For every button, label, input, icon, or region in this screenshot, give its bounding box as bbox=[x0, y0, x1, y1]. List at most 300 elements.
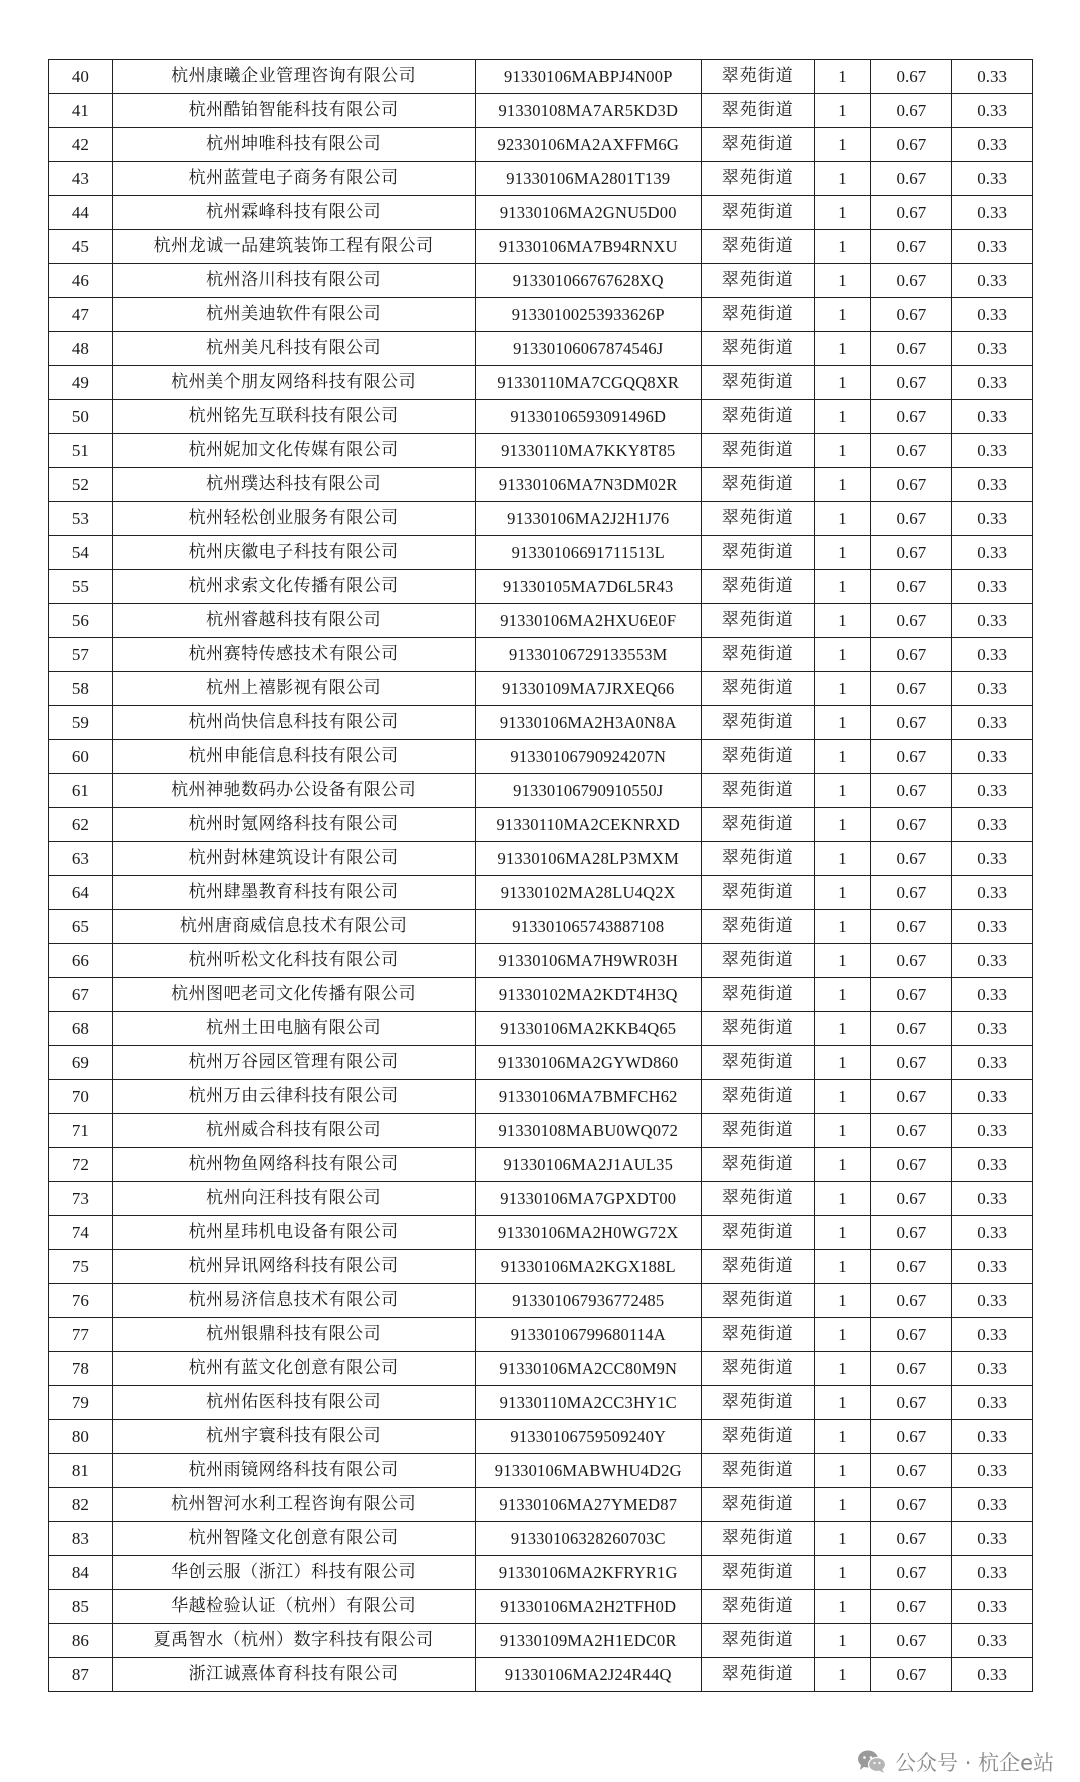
credit-code-cell: 91330110MA7KKY8T85 bbox=[475, 434, 701, 468]
count-cell: 1 bbox=[814, 1012, 871, 1046]
value-a-cell: 0.67 bbox=[871, 1216, 952, 1250]
company-name-cell: 杭州蓝萱电子商务有限公司 bbox=[112, 162, 475, 196]
row-index-cell: 45 bbox=[49, 230, 113, 264]
street-cell: 翠苑街道 bbox=[701, 1284, 814, 1318]
table-row bbox=[49, 196, 1033, 230]
company-table-container bbox=[48, 59, 1033, 1692]
table-row bbox=[49, 1522, 1033, 1556]
count-cell: 1 bbox=[814, 264, 871, 298]
credit-code-cell: 91330106729133553M bbox=[475, 638, 701, 672]
table-row bbox=[49, 944, 1033, 978]
credit-code-cell: 91330106790924207N bbox=[475, 740, 701, 774]
company-name-cell: 杭州时氪网络科技有限公司 bbox=[112, 808, 475, 842]
street-cell: 翠苑街道 bbox=[701, 400, 814, 434]
row-index-cell: 80 bbox=[49, 1420, 113, 1454]
credit-code-cell: 91330106328260703C bbox=[475, 1522, 701, 1556]
value-a-cell: 0.67 bbox=[871, 128, 952, 162]
table-row bbox=[49, 60, 1033, 94]
count-cell: 1 bbox=[814, 808, 871, 842]
row-index-cell: 52 bbox=[49, 468, 113, 502]
company-table bbox=[48, 59, 1033, 1692]
value-b-cell: 0.33 bbox=[952, 162, 1033, 196]
credit-code-cell: 91330106MA27YMED87 bbox=[475, 1488, 701, 1522]
count-cell: 1 bbox=[814, 468, 871, 502]
company-name-cell: 华创云服（浙江）科技有限公司 bbox=[112, 1556, 475, 1590]
table-row bbox=[49, 1386, 1033, 1420]
count-cell: 1 bbox=[814, 1420, 871, 1454]
company-name-cell: 杭州土田电脑有限公司 bbox=[112, 1012, 475, 1046]
row-index-cell: 40 bbox=[49, 60, 113, 94]
value-b-cell: 0.33 bbox=[952, 1012, 1033, 1046]
row-index-cell: 49 bbox=[49, 366, 113, 400]
value-b-cell: 0.33 bbox=[952, 196, 1033, 230]
company-name-cell: 杭州唐商威信息技术有限公司 bbox=[112, 910, 475, 944]
street-cell: 翠苑街道 bbox=[701, 1488, 814, 1522]
count-cell: 1 bbox=[814, 536, 871, 570]
company-name-cell: 杭州肆墨教育科技有限公司 bbox=[112, 876, 475, 910]
company-name-cell: 杭州智河水利工程咨询有限公司 bbox=[112, 1488, 475, 1522]
row-index-cell: 84 bbox=[49, 1556, 113, 1590]
credit-code-cell: 91330106MA2H2TFH0D bbox=[475, 1590, 701, 1624]
value-b-cell: 0.33 bbox=[952, 808, 1033, 842]
company-name-cell: 杭州有蓝文化创意有限公司 bbox=[112, 1352, 475, 1386]
company-name-cell: 杭州万由云律科技有限公司 bbox=[112, 1080, 475, 1114]
street-cell: 翠苑街道 bbox=[701, 944, 814, 978]
table-body bbox=[49, 60, 1033, 1692]
value-b-cell: 0.33 bbox=[952, 1624, 1033, 1658]
count-cell: 1 bbox=[814, 162, 871, 196]
value-a-cell: 0.67 bbox=[871, 1148, 952, 1182]
table-row bbox=[49, 1012, 1033, 1046]
credit-code-cell: 91330106MA2KGX188L bbox=[475, 1250, 701, 1284]
value-b-cell: 0.33 bbox=[952, 1454, 1033, 1488]
table-row bbox=[49, 774, 1033, 808]
value-b-cell: 0.33 bbox=[952, 604, 1033, 638]
value-b-cell: 0.33 bbox=[952, 230, 1033, 264]
credit-code-cell: 91330106MA2J2H1J76 bbox=[475, 502, 701, 536]
table-row bbox=[49, 230, 1033, 264]
row-index-cell: 78 bbox=[49, 1352, 113, 1386]
count-cell: 1 bbox=[814, 196, 871, 230]
company-name-cell: 杭州铭先互联科技有限公司 bbox=[112, 400, 475, 434]
value-a-cell: 0.67 bbox=[871, 94, 952, 128]
value-b-cell: 0.33 bbox=[952, 638, 1033, 672]
count-cell: 1 bbox=[814, 60, 871, 94]
company-name-cell: 杭州易济信息技术有限公司 bbox=[112, 1284, 475, 1318]
row-index-cell: 79 bbox=[49, 1386, 113, 1420]
value-b-cell: 0.33 bbox=[952, 366, 1033, 400]
credit-code-cell: 91330110MA2CC3HY1C bbox=[475, 1386, 701, 1420]
company-name-cell: 杭州龙诚一品建筑装饰工程有限公司 bbox=[112, 230, 475, 264]
row-index-cell: 71 bbox=[49, 1114, 113, 1148]
value-b-cell: 0.33 bbox=[952, 910, 1033, 944]
count-cell: 1 bbox=[814, 1590, 871, 1624]
street-cell: 翠苑街道 bbox=[701, 876, 814, 910]
credit-code-cell: 91330106MA2GNU5D00 bbox=[475, 196, 701, 230]
value-b-cell: 0.33 bbox=[952, 1658, 1033, 1692]
value-b-cell: 0.33 bbox=[952, 298, 1033, 332]
value-a-cell: 0.67 bbox=[871, 1012, 952, 1046]
value-a-cell: 0.67 bbox=[871, 774, 952, 808]
value-a-cell: 0.67 bbox=[871, 706, 952, 740]
row-index-cell: 77 bbox=[49, 1318, 113, 1352]
value-b-cell: 0.33 bbox=[952, 502, 1033, 536]
company-name-cell: 华越检验认证（杭州）有限公司 bbox=[112, 1590, 475, 1624]
count-cell: 1 bbox=[814, 1522, 871, 1556]
company-name-cell: 杭州银鼎科技有限公司 bbox=[112, 1318, 475, 1352]
table-row bbox=[49, 604, 1033, 638]
value-b-cell: 0.33 bbox=[952, 1216, 1033, 1250]
value-a-cell: 0.67 bbox=[871, 1046, 952, 1080]
row-index-cell: 69 bbox=[49, 1046, 113, 1080]
row-index-cell: 68 bbox=[49, 1012, 113, 1046]
row-index-cell: 56 bbox=[49, 604, 113, 638]
row-index-cell: 47 bbox=[49, 298, 113, 332]
value-a-cell: 0.67 bbox=[871, 1318, 952, 1352]
company-name-cell: 杭州图吧老司文化传播有限公司 bbox=[112, 978, 475, 1012]
company-name-cell: 杭州求索文化传播有限公司 bbox=[112, 570, 475, 604]
count-cell: 1 bbox=[814, 332, 871, 366]
row-index-cell: 42 bbox=[49, 128, 113, 162]
credit-code-cell: 91330106MABPJ4N00P bbox=[475, 60, 701, 94]
street-cell: 翠苑街道 bbox=[701, 604, 814, 638]
credit-code-cell: 91330106MA2KFRYR1G bbox=[475, 1556, 701, 1590]
count-cell: 1 bbox=[814, 910, 871, 944]
value-b-cell: 0.33 bbox=[952, 94, 1033, 128]
street-cell: 翠苑街道 bbox=[701, 1182, 814, 1216]
row-index-cell: 59 bbox=[49, 706, 113, 740]
value-a-cell: 0.67 bbox=[871, 162, 952, 196]
count-cell: 1 bbox=[814, 1658, 871, 1692]
value-a-cell: 0.67 bbox=[871, 400, 952, 434]
street-cell: 翠苑街道 bbox=[701, 196, 814, 230]
table-row bbox=[49, 94, 1033, 128]
company-name-cell: 杭州美迪软件有限公司 bbox=[112, 298, 475, 332]
company-name-cell: 杭州佑医科技有限公司 bbox=[112, 1386, 475, 1420]
street-cell: 翠苑街道 bbox=[701, 1080, 814, 1114]
table-row bbox=[49, 162, 1033, 196]
company-name-cell: 杭州向汪科技有限公司 bbox=[112, 1182, 475, 1216]
row-index-cell: 83 bbox=[49, 1522, 113, 1556]
company-name-cell: 杭州尚快信息科技有限公司 bbox=[112, 706, 475, 740]
value-a-cell: 0.67 bbox=[871, 1352, 952, 1386]
credit-code-cell: 91330106067874546J bbox=[475, 332, 701, 366]
value-a-cell: 0.67 bbox=[871, 1420, 952, 1454]
street-cell: 翠苑街道 bbox=[701, 1658, 814, 1692]
count-cell: 1 bbox=[814, 672, 871, 706]
count-cell: 1 bbox=[814, 944, 871, 978]
table-row bbox=[49, 128, 1033, 162]
value-b-cell: 0.33 bbox=[952, 1148, 1033, 1182]
count-cell: 1 bbox=[814, 604, 871, 638]
company-name-cell: 杭州宇寰科技有限公司 bbox=[112, 1420, 475, 1454]
street-cell: 翠苑街道 bbox=[701, 842, 814, 876]
company-name-cell: 杭州妮加文化传媒有限公司 bbox=[112, 434, 475, 468]
value-b-cell: 0.33 bbox=[952, 1420, 1033, 1454]
table-row bbox=[49, 978, 1033, 1012]
count-cell: 1 bbox=[814, 1250, 871, 1284]
value-b-cell: 0.33 bbox=[952, 1046, 1033, 1080]
value-b-cell: 0.33 bbox=[952, 876, 1033, 910]
row-index-cell: 54 bbox=[49, 536, 113, 570]
value-b-cell: 0.33 bbox=[952, 434, 1033, 468]
row-index-cell: 58 bbox=[49, 672, 113, 706]
street-cell: 翠苑街道 bbox=[701, 570, 814, 604]
company-name-cell: 夏禹智水（杭州）数字科技有限公司 bbox=[112, 1624, 475, 1658]
street-cell: 翠苑街道 bbox=[701, 774, 814, 808]
count-cell: 1 bbox=[814, 1352, 871, 1386]
count-cell: 1 bbox=[814, 128, 871, 162]
table-row bbox=[49, 1590, 1033, 1624]
value-a-cell: 0.67 bbox=[871, 638, 952, 672]
value-a-cell: 0.67 bbox=[871, 1250, 952, 1284]
value-a-cell: 0.67 bbox=[871, 1182, 952, 1216]
row-index-cell: 70 bbox=[49, 1080, 113, 1114]
street-cell: 翠苑街道 bbox=[701, 536, 814, 570]
table-row bbox=[49, 876, 1033, 910]
count-cell: 1 bbox=[814, 1556, 871, 1590]
count-cell: 1 bbox=[814, 434, 871, 468]
street-cell: 翠苑街道 bbox=[701, 468, 814, 502]
street-cell: 翠苑街道 bbox=[701, 60, 814, 94]
table-row bbox=[49, 842, 1033, 876]
table-row bbox=[49, 1454, 1033, 1488]
street-cell: 翠苑街道 bbox=[701, 978, 814, 1012]
credit-code-cell: 913301065743887108 bbox=[475, 910, 701, 944]
credit-code-cell: 91330106MA7B94RNXU bbox=[475, 230, 701, 264]
value-a-cell: 0.67 bbox=[871, 978, 952, 1012]
company-name-cell: 杭州申能信息科技有限公司 bbox=[112, 740, 475, 774]
value-a-cell: 0.67 bbox=[871, 876, 952, 910]
count-cell: 1 bbox=[814, 1318, 871, 1352]
credit-code-cell: 91330102MA28LU4Q2X bbox=[475, 876, 701, 910]
value-b-cell: 0.33 bbox=[952, 672, 1033, 706]
value-b-cell: 0.33 bbox=[952, 468, 1033, 502]
company-name-cell: 杭州神驰数码办公设备有限公司 bbox=[112, 774, 475, 808]
street-cell: 翠苑街道 bbox=[701, 1386, 814, 1420]
value-a-cell: 0.67 bbox=[871, 536, 952, 570]
count-cell: 1 bbox=[814, 502, 871, 536]
value-a-cell: 0.67 bbox=[871, 740, 952, 774]
credit-code-cell: 91330106691711513L bbox=[475, 536, 701, 570]
street-cell: 翠苑街道 bbox=[701, 1114, 814, 1148]
count-cell: 1 bbox=[814, 1284, 871, 1318]
company-name-cell: 杭州睿越科技有限公司 bbox=[112, 604, 475, 638]
street-cell: 翠苑街道 bbox=[701, 298, 814, 332]
street-cell: 翠苑街道 bbox=[701, 230, 814, 264]
watermark-text: 公众号 · 杭企e站 bbox=[895, 1751, 1054, 1775]
value-b-cell: 0.33 bbox=[952, 774, 1033, 808]
value-b-cell: 0.33 bbox=[952, 128, 1033, 162]
value-a-cell: 0.67 bbox=[871, 1522, 952, 1556]
credit-code-cell: 913301067936772485 bbox=[475, 1284, 701, 1318]
value-a-cell: 0.67 bbox=[871, 1284, 952, 1318]
count-cell: 1 bbox=[814, 1454, 871, 1488]
count-cell: 1 bbox=[814, 94, 871, 128]
value-a-cell: 0.67 bbox=[871, 298, 952, 332]
value-a-cell: 0.67 bbox=[871, 196, 952, 230]
value-a-cell: 0.67 bbox=[871, 1624, 952, 1658]
row-index-cell: 67 bbox=[49, 978, 113, 1012]
value-b-cell: 0.33 bbox=[952, 1590, 1033, 1624]
value-a-cell: 0.67 bbox=[871, 1590, 952, 1624]
value-a-cell: 0.67 bbox=[871, 1556, 952, 1590]
street-cell: 翠苑街道 bbox=[701, 910, 814, 944]
count-cell: 1 bbox=[814, 638, 871, 672]
table-row bbox=[49, 706, 1033, 740]
value-a-cell: 0.67 bbox=[871, 808, 952, 842]
street-cell: 翠苑街道 bbox=[701, 638, 814, 672]
count-cell: 1 bbox=[814, 842, 871, 876]
table-row bbox=[49, 910, 1033, 944]
value-b-cell: 0.33 bbox=[952, 1250, 1033, 1284]
table-row bbox=[49, 1624, 1033, 1658]
credit-code-cell: 91330106MA28LP3MXM bbox=[475, 842, 701, 876]
credit-code-cell: 92330106MA2AXFFM6G bbox=[475, 128, 701, 162]
table-row bbox=[49, 1352, 1033, 1386]
table-row bbox=[49, 808, 1033, 842]
street-cell: 翠苑街道 bbox=[701, 1454, 814, 1488]
value-a-cell: 0.67 bbox=[871, 60, 952, 94]
street-cell: 翠苑街道 bbox=[701, 1216, 814, 1250]
credit-code-cell: 91330109MA7JRXEQ66 bbox=[475, 672, 701, 706]
credit-code-cell: 91330106MA2801T139 bbox=[475, 162, 701, 196]
row-index-cell: 46 bbox=[49, 264, 113, 298]
value-b-cell: 0.33 bbox=[952, 1556, 1033, 1590]
credit-code-cell: 91330110MA7CGQQ8XR bbox=[475, 366, 701, 400]
table-row bbox=[49, 332, 1033, 366]
row-index-cell: 51 bbox=[49, 434, 113, 468]
count-cell: 1 bbox=[814, 1046, 871, 1080]
value-b-cell: 0.33 bbox=[952, 1318, 1033, 1352]
row-index-cell: 74 bbox=[49, 1216, 113, 1250]
street-cell: 翠苑街道 bbox=[701, 1556, 814, 1590]
table-row bbox=[49, 1250, 1033, 1284]
value-a-cell: 0.67 bbox=[871, 842, 952, 876]
credit-code-cell: 91330102MA2KDT4H3Q bbox=[475, 978, 701, 1012]
street-cell: 翠苑街道 bbox=[701, 1522, 814, 1556]
credit-code-cell: 91330106MA2J1AUL35 bbox=[475, 1148, 701, 1182]
table-row bbox=[49, 434, 1033, 468]
table-row bbox=[49, 638, 1033, 672]
row-index-cell: 86 bbox=[49, 1624, 113, 1658]
company-name-cell: 杭州美个朋友网络科技有限公司 bbox=[112, 366, 475, 400]
count-cell: 1 bbox=[814, 570, 871, 604]
count-cell: 1 bbox=[814, 1148, 871, 1182]
company-name-cell: 杭州美凡科技有限公司 bbox=[112, 332, 475, 366]
company-name-cell: 杭州洛川科技有限公司 bbox=[112, 264, 475, 298]
row-index-cell: 63 bbox=[49, 842, 113, 876]
row-index-cell: 72 bbox=[49, 1148, 113, 1182]
value-a-cell: 0.67 bbox=[871, 230, 952, 264]
table-row bbox=[49, 672, 1033, 706]
table-row bbox=[49, 1556, 1033, 1590]
street-cell: 翠苑街道 bbox=[701, 1012, 814, 1046]
value-b-cell: 0.33 bbox=[952, 400, 1033, 434]
credit-code-cell: 91330106MA2H3A0N8A bbox=[475, 706, 701, 740]
street-cell: 翠苑街道 bbox=[701, 1046, 814, 1080]
table-row bbox=[49, 400, 1033, 434]
value-b-cell: 0.33 bbox=[952, 842, 1033, 876]
street-cell: 翠苑街道 bbox=[701, 94, 814, 128]
count-cell: 1 bbox=[814, 978, 871, 1012]
count-cell: 1 bbox=[814, 1114, 871, 1148]
street-cell: 翠苑街道 bbox=[701, 1590, 814, 1624]
value-b-cell: 0.33 bbox=[952, 332, 1033, 366]
table-row bbox=[49, 1420, 1033, 1454]
value-b-cell: 0.33 bbox=[952, 944, 1033, 978]
count-cell: 1 bbox=[814, 1216, 871, 1250]
row-index-cell: 62 bbox=[49, 808, 113, 842]
count-cell: 1 bbox=[814, 1488, 871, 1522]
credit-code-cell: 91330106MA7H9WR03H bbox=[475, 944, 701, 978]
table-row bbox=[49, 1284, 1033, 1318]
watermark bbox=[857, 1747, 1054, 1777]
street-cell: 翠苑街道 bbox=[701, 162, 814, 196]
row-index-cell: 48 bbox=[49, 332, 113, 366]
credit-code-cell: 91330106MA7GPXDT00 bbox=[475, 1182, 701, 1216]
credit-code-cell: 91330106MA2J24R44Q bbox=[475, 1658, 701, 1692]
table-row bbox=[49, 502, 1033, 536]
count-cell: 1 bbox=[814, 1386, 871, 1420]
street-cell: 翠苑街道 bbox=[701, 434, 814, 468]
count-cell: 1 bbox=[814, 298, 871, 332]
company-name-cell: 杭州异讯网络科技有限公司 bbox=[112, 1250, 475, 1284]
street-cell: 翠苑街道 bbox=[701, 1318, 814, 1352]
value-a-cell: 0.67 bbox=[871, 1454, 952, 1488]
street-cell: 翠苑街道 bbox=[701, 366, 814, 400]
row-index-cell: 60 bbox=[49, 740, 113, 774]
table-row bbox=[49, 366, 1033, 400]
row-index-cell: 43 bbox=[49, 162, 113, 196]
value-b-cell: 0.33 bbox=[952, 740, 1033, 774]
company-name-cell: 杭州庆徽电子科技有限公司 bbox=[112, 536, 475, 570]
table-row bbox=[49, 1080, 1033, 1114]
value-a-cell: 0.67 bbox=[871, 672, 952, 706]
row-index-cell: 66 bbox=[49, 944, 113, 978]
table-row bbox=[49, 298, 1033, 332]
street-cell: 翠苑街道 bbox=[701, 808, 814, 842]
value-b-cell: 0.33 bbox=[952, 1352, 1033, 1386]
company-name-cell: 杭州威合科技有限公司 bbox=[112, 1114, 475, 1148]
credit-code-cell: 91330106MA7N3DM02R bbox=[475, 468, 701, 502]
company-name-cell: 杭州尌林建筑设计有限公司 bbox=[112, 842, 475, 876]
row-index-cell: 64 bbox=[49, 876, 113, 910]
value-b-cell: 0.33 bbox=[952, 60, 1033, 94]
company-name-cell: 浙江诚熹体育科技有限公司 bbox=[112, 1658, 475, 1692]
value-b-cell: 0.33 bbox=[952, 1182, 1033, 1216]
table-row bbox=[49, 1216, 1033, 1250]
row-index-cell: 82 bbox=[49, 1488, 113, 1522]
credit-code-cell: 91330108MABU0WQ072 bbox=[475, 1114, 701, 1148]
value-a-cell: 0.67 bbox=[871, 264, 952, 298]
value-a-cell: 0.67 bbox=[871, 1080, 952, 1114]
company-name-cell: 杭州酷铂智能科技有限公司 bbox=[112, 94, 475, 128]
credit-code-cell: 91330106MABWHU4D2G bbox=[475, 1454, 701, 1488]
company-name-cell: 杭州星玮机电设备有限公司 bbox=[112, 1216, 475, 1250]
street-cell: 翠苑街道 bbox=[701, 1352, 814, 1386]
count-cell: 1 bbox=[814, 1182, 871, 1216]
street-cell: 翠苑街道 bbox=[701, 706, 814, 740]
table-row bbox=[49, 264, 1033, 298]
company-name-cell: 杭州雨镜网络科技有限公司 bbox=[112, 1454, 475, 1488]
row-index-cell: 87 bbox=[49, 1658, 113, 1692]
value-b-cell: 0.33 bbox=[952, 1386, 1033, 1420]
count-cell: 1 bbox=[814, 876, 871, 910]
credit-code-cell: 91330108MA7AR5KD3D bbox=[475, 94, 701, 128]
row-index-cell: 75 bbox=[49, 1250, 113, 1284]
row-index-cell: 73 bbox=[49, 1182, 113, 1216]
